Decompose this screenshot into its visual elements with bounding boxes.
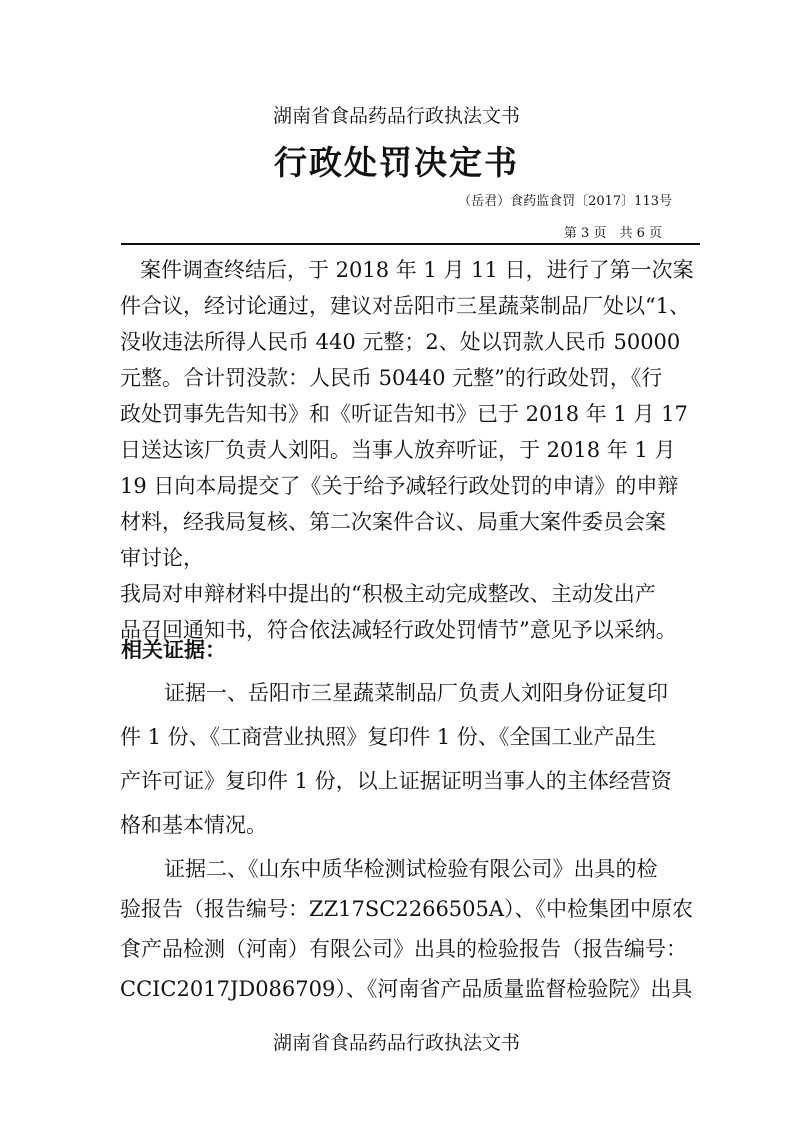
evidence-line: 食产品检测（河南）有限公司》出具的检验报告（报告编号： [120, 937, 687, 961]
evidence-line: 产许可证》复印件 1 份，以上证据证明当事人的主体经营资 [120, 769, 672, 793]
paragraph-line: 案件调查终结后，于 2018 年 1 月 11 日，进行了第一次案 [140, 258, 694, 282]
paragraph-line: 材料，经我局复核、第二次案件合议、局重大案件委员会案 [120, 510, 666, 534]
evidence-line: 件 1 份、《工商营业执照》复印件 1 份、《全国工业产品生 [120, 725, 657, 749]
paragraph-line: 政处罚事先告知书》和《听证告知书》已于 2018 年 1 月 17 [120, 402, 688, 426]
document-title: 行政处罚决定书 [274, 143, 519, 182]
footer-org-title: 湖南省食品药品行政执法文书 [272, 1032, 520, 1054]
evidence-heading: 相关证据： [121, 638, 226, 662]
evidence-line: 验报告（报告编号：ZZ17SC2266505A）、《中检集团中原农 [120, 897, 694, 921]
paragraph-line: 19 日向本局提交了《关于给予减轻行政处罚的申请》的申辩 [120, 474, 679, 498]
page-indicator: 第 3 页 共 6 页 [563, 226, 662, 241]
paragraph-line: 品召回通知书，符合依法减轻行政处罚情节”意见予以采纳。 [120, 618, 677, 642]
document-number: （岳君）食药监食罚〔2017〕113号 [458, 194, 672, 209]
paragraph-line: 日送达该厂负责人刘阳。当事人放弃听证，于 2018 年 1 月 [120, 438, 676, 462]
paragraph-line: 没收违法所得人民币 440 元整；2、处以罚款人民币 50000 [120, 330, 681, 354]
paragraph-line: 件合议，经讨论通过，建议对岳阳市三星蔬菜制品厂处以“1、 [120, 294, 691, 318]
paragraph-line: 审讨论， [120, 546, 204, 570]
evidence-line: CCIC2017JD086709）、《河南省产品质量监督检验院》出具 [120, 977, 693, 1001]
header-org-title: 湖南省食品药品行政执法文书 [272, 105, 520, 127]
evidence-line: 证据二、《山东中质华检测试检验有限公司》出具的检 [164, 857, 658, 881]
evidence-line: 证据一、岳阳市三星蔬菜制品厂负责人刘阳身份证复印 [164, 681, 668, 705]
paragraph-line: 我局对申辩材料中提出的“积极主动完成整改、主动发出产 [120, 582, 656, 606]
paragraph-line: 元整。合计罚没款：人民币 50440 元整”的行政处罚，《行 [120, 366, 663, 390]
evidence-line: 格和基本情况。 [120, 813, 267, 837]
header-divider [121, 243, 700, 245]
